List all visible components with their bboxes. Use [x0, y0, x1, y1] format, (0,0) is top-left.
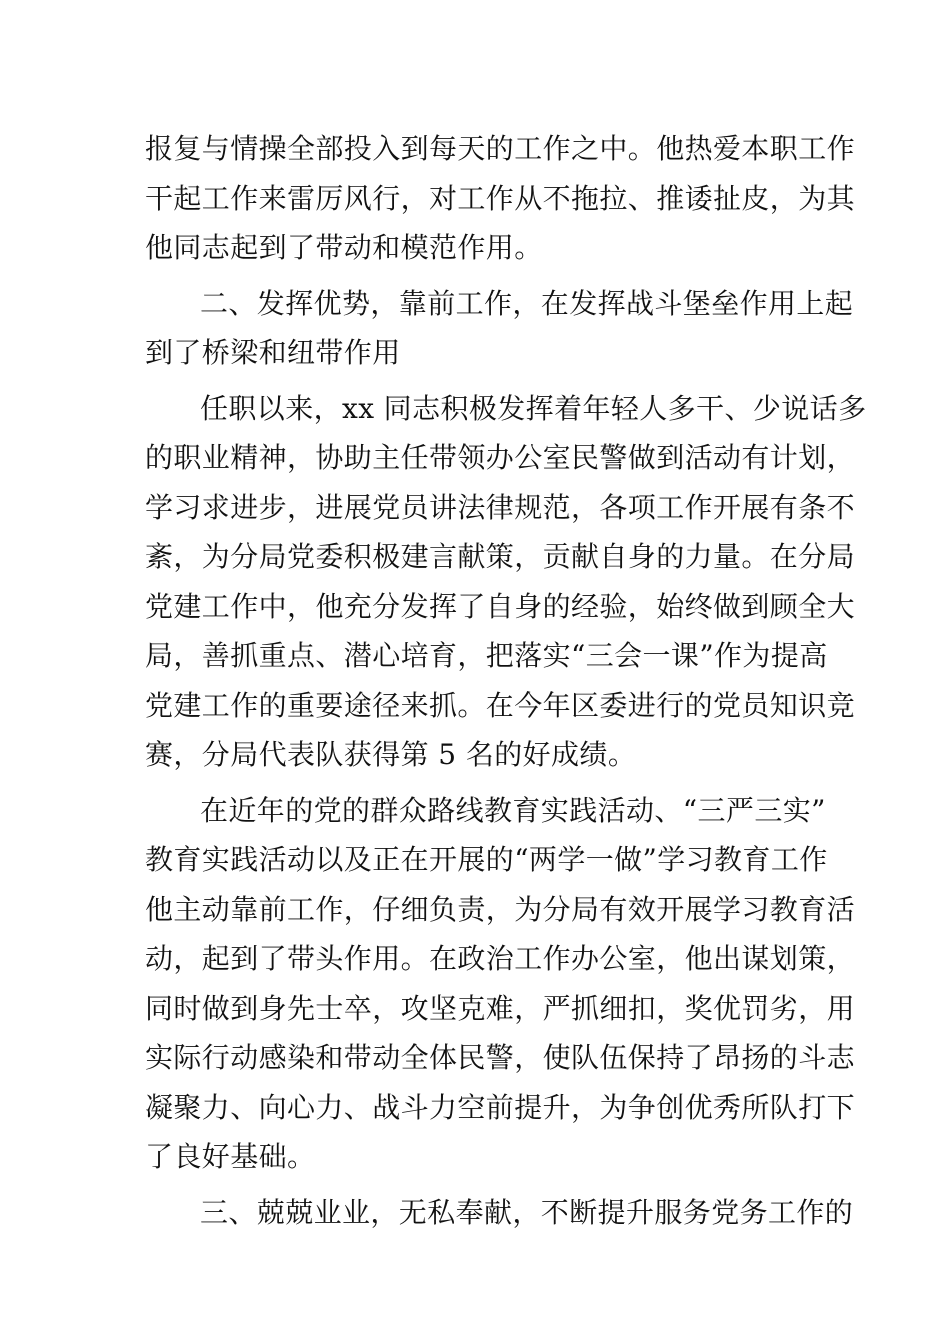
paragraph-4 — [145, 786, 856, 1182]
text-line: 党建工作的重要途径来抓。在今年区委进行的党员知识竞 — [145, 688, 856, 722]
text-line: 任职以来，xx 同志积极发挥着年轻人多干、少说话多 — [200, 391, 867, 425]
paragraph-1 — [145, 124, 856, 273]
text-line: 了良好基础。 — [145, 1140, 316, 1173]
text-line: 局，善抓重点、潜心培育，把落实“三会一课”作为提高 — [145, 639, 828, 672]
text-line: 他同志起到了带动和模范作用。 — [145, 231, 543, 264]
text-line: 教育实践活动以及正在开展的“两学一做”学习教育工作 — [145, 843, 828, 876]
text-line: 同时做到身先士卒，攻坚克难，严抓细扣，奖优罚劣，用 — [145, 991, 856, 1025]
body-text — [145, 124, 867, 1237]
text-line: 党建工作中，他充分发挥了自身的经验，始终做到顾全大 — [145, 589, 856, 623]
text-line: 二、发挥优势，靠前工作，在发挥战斗堡垒作用上起 — [200, 286, 854, 320]
text-line: 干起工作来雷厉风行，对工作从不拖拉、推诿扯皮，为其 — [145, 181, 856, 215]
paragraph-2-heading — [145, 279, 854, 378]
text-line: 凝聚力、向心力、战斗力空前提升，为争创优秀所队打下 — [145, 1090, 856, 1124]
text-line: 紊，为分局党委积极建言献策，贡献自身的力量。在分局 — [145, 540, 856, 573]
text-line: 报复与情操全部投入到每天的工作之中。他热爱本职工作 — [145, 132, 856, 165]
text-line: 三、兢兢业业，无私奉献，不断提升服务党务工作的 — [200, 1195, 854, 1229]
text-line: 动，起到了带头作用。在政治工作办公室，他出谋划策， — [145, 942, 856, 975]
text-line: 他主动靠前工作，仔细负责，为分局有效开展学习教育活 — [145, 892, 856, 926]
text-line: 在近年的党的群众路线教育实践活动、“三严三实” — [200, 793, 826, 827]
text-line: 赛，分局代表队获得第 5 名的好成绩。 — [145, 738, 637, 771]
text-line: 实际行动感染和带动全体民警，使队伍保持了昂扬的斗志 — [145, 1041, 856, 1074]
text-line: 学习求进步，进展党员讲法律规范，各项工作开展有条不 — [145, 490, 856, 524]
text-line: 到了桥梁和纽带作用 — [145, 336, 401, 369]
text-line: 的职业精神，协助主任带领办公室民警做到活动有计划， — [145, 441, 856, 474]
paragraph-5-heading — [145, 1188, 854, 1238]
paragraph-3 — [145, 384, 867, 780]
